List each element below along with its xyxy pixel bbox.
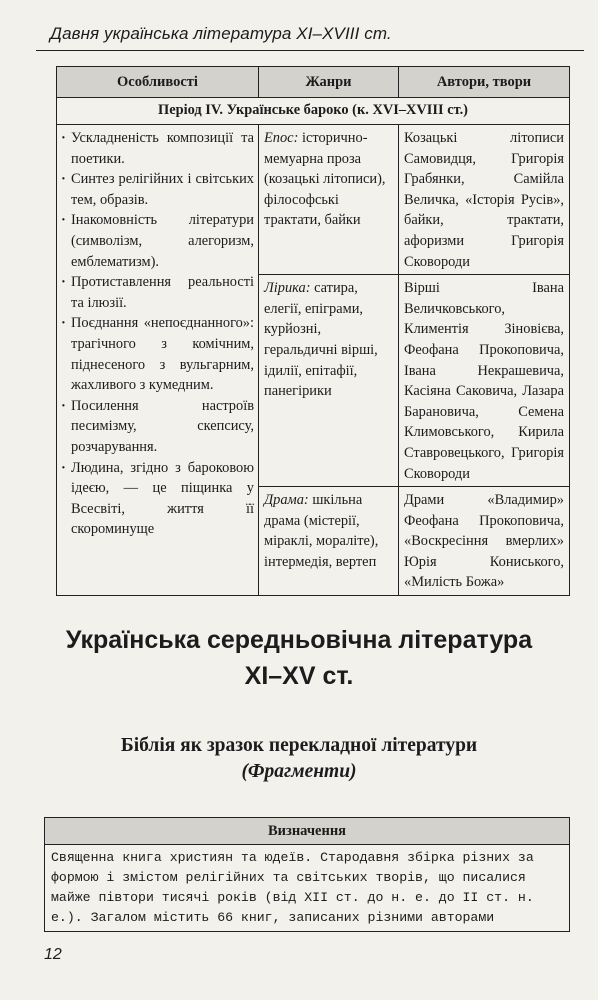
subtitle-note: (Фрагменти) [241,761,357,782]
definition-header: Визначення [45,818,570,845]
feature-item: · Синтез релігійних і світських тем, образів. [61,169,254,210]
definition-header-row [45,818,570,845]
features-cell [57,125,259,596]
genre-list: сатира, елегії, епіграми, курйозні, геральдичні вірші, ідилії, епітафії, панегірики [264,280,378,400]
page-number: 12 [44,946,62,963]
genre-list: історично-мемуарна проза (козацькі літописи), філософські трактати, байки [264,130,386,229]
definition-row [45,845,570,932]
genre-name: Лірика: [264,280,311,297]
section-title-line2: XI–XV ст. [244,662,354,690]
feature-item: · Інакомовність літератури (символізм, алегоризм, емблематизм). [61,210,254,272]
genre-cell-epic [259,125,399,275]
table-row [57,125,570,275]
baroque-table [56,66,570,596]
column-header-features: Особливості [57,67,259,98]
feature-item: · Поєднання «непоєднанного»: трагічного з комічним, піднесеного з вульгарним, жахливого з кумедним. [61,313,254,395]
genre-cell-lyric [259,275,399,487]
genre-name: Епос: [264,130,299,146]
table-header-row [57,67,570,98]
definition-table [44,817,570,932]
period-title: Період IV. Українське бароко (к. XVI–XVIII ст.) [57,98,570,125]
feature-item: · Людина, згідно з бароковою ідеєю, — це піщинка у Всесвіті, життя її скороминуще [61,458,254,540]
column-header-authors: Автори, твори [399,67,570,98]
authors-cell-epic: Козацькі літописи Самовидця, Григорія Грабянки, Самійла Величка, «Історія Русів», байки, трактати, афоризми Григорія Сковороди [399,125,570,275]
column-header-genres: Жанри [259,67,399,98]
feature-item: · Ускладненість композиції та поетики. [61,128,254,169]
definition-text: Священна книга християн та юдеїв. Стародавня збірка різних за формою і змістом релігійних та світських творів, що писалися майже півтори тисячі років (від XII ст. до н. е. до II ст. н. е.). Загалом містить 66 книг, записаних різними авторами [45,845,570,932]
genre-cell-drama [259,487,399,596]
feature-item: · Протиставлення реальності та ілюзії. [61,272,254,313]
authors-cell-lyric: Вірші Івана Величковського, Климентія Зіновієва, Феофана Прокоповича, Івана Некрашевича, Касіяна Саковича, Лазара Барановича, Семена Климовського, Кирила Ставровецького, Григорія Сковороди [399,275,570,487]
genre-name: Драма: [264,492,309,509]
genre-list: шкільна драма (містерії, міраклі, мораліте), інтермедія, вертеп [264,492,379,570]
subtitle: Біблія як зразок перекладної літератури [120,735,478,756]
section-title-line1: Українська середньовічна література [65,626,533,654]
feature-item: · Посилення настроїв песимізму, скепсису, розчарування. [61,396,254,458]
header-rule [36,50,584,51]
authors-cell-drama: Драми «Владимир» Феофана Прокоповича, «Воскресіння вмерлих» Юрія Кониського, «Милість Божа» [399,487,570,596]
period-row [57,98,570,125]
running-head: Давня українська література XI–XVIII ст. [50,24,392,43]
